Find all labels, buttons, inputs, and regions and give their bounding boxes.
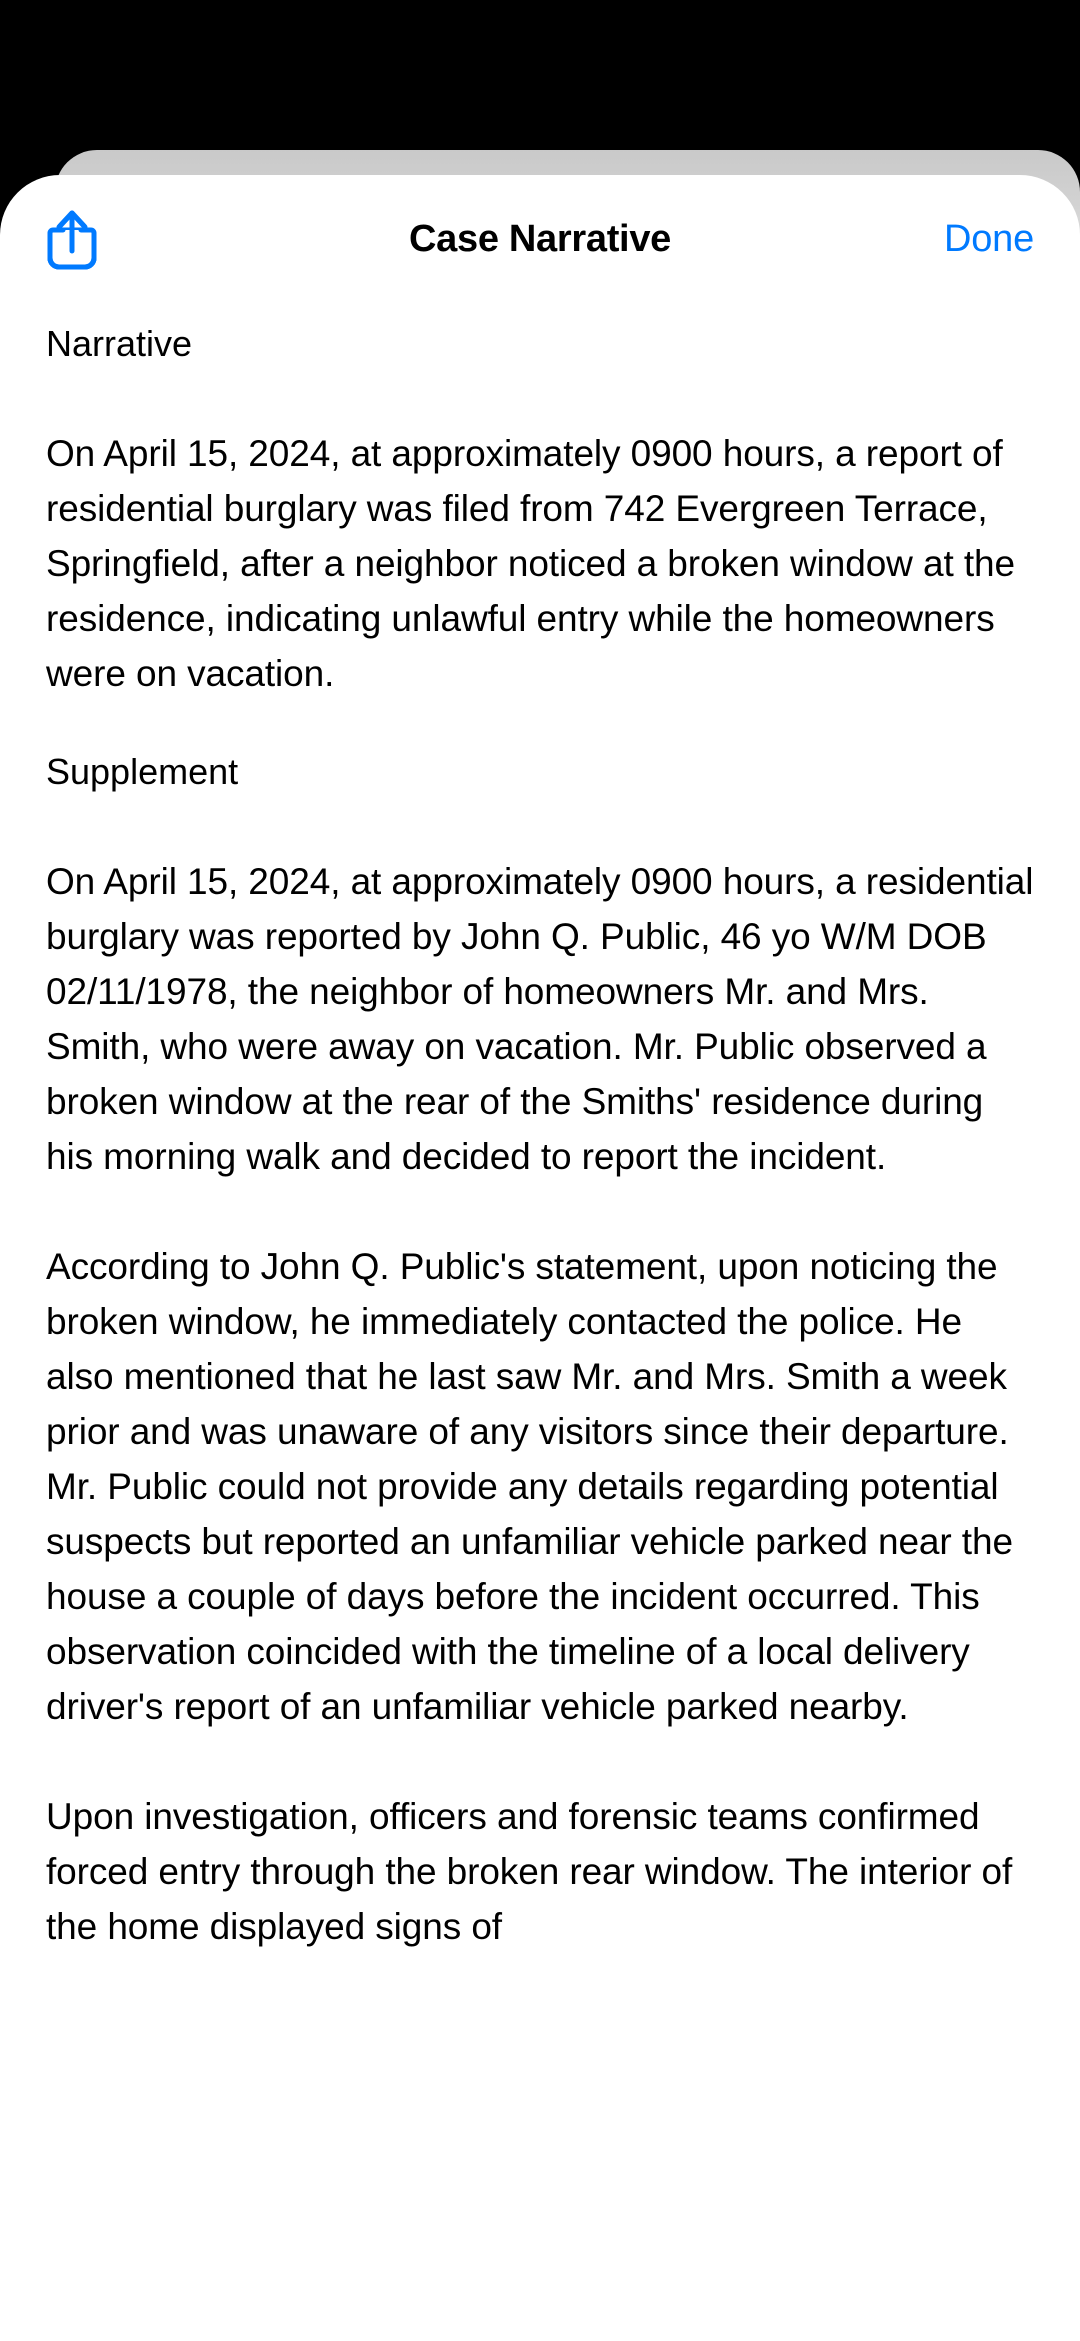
paragraph-narrative: On April 15, 2024, at approximately 0900 hours, a report of residential burglary was filed from 742 Evergreen Terrace, Springfield, after a neighbor noticed a broken window at the residence, indicating unlawful entry while the homeowners were on vacation. (46, 433, 1015, 694)
done-button[interactable]: Done (943, 217, 1034, 260)
narrative-scroll-area[interactable] (0, 303, 1080, 2341)
section-heading-supplement: Supplement (46, 751, 239, 792)
paragraph-supplement-2: According to John Q. Public's statement, upon noticing the broken window, he immediately contacted the police. He also mentioned that he last saw Mr. and Mrs. Smith a week prior and was unaware of any visitors since their departure. Mr. Public could not provide any details regarding potential suspects but reported an unfamiliar vehicle parked near the house a couple of days before the incident occurred. This observation coincided with the timeline of a local delivery driver's report of an unfamiliar vehicle parked nearby. (46, 1246, 1013, 1727)
case-narrative-sheet (0, 175, 1080, 2341)
share-icon (46, 207, 98, 271)
navigation-bar (0, 175, 1080, 303)
page-title: Case Narrative (409, 217, 671, 260)
share-button[interactable] (46, 197, 120, 281)
paragraph-supplement-3: Upon investigation, officers and forensic teams confirmed forced entry through the broken rear window. The interior of the home displayed signs of (46, 1796, 1013, 1947)
section-heading-narrative: Narrative (46, 323, 193, 364)
paragraph-supplement-1: On April 15, 2024, at approximately 0900 hours, a residential burglary was reported by John Q. Public, 46 yo W/M DOB 02/11/1978, the neighbor of homeowners Mr. and Mrs. Smith, who were away on vacation. Mr. Public observed a broken window at the rear of the Smiths' residence during his morning walk and decided to report the incident. (46, 861, 1034, 1177)
